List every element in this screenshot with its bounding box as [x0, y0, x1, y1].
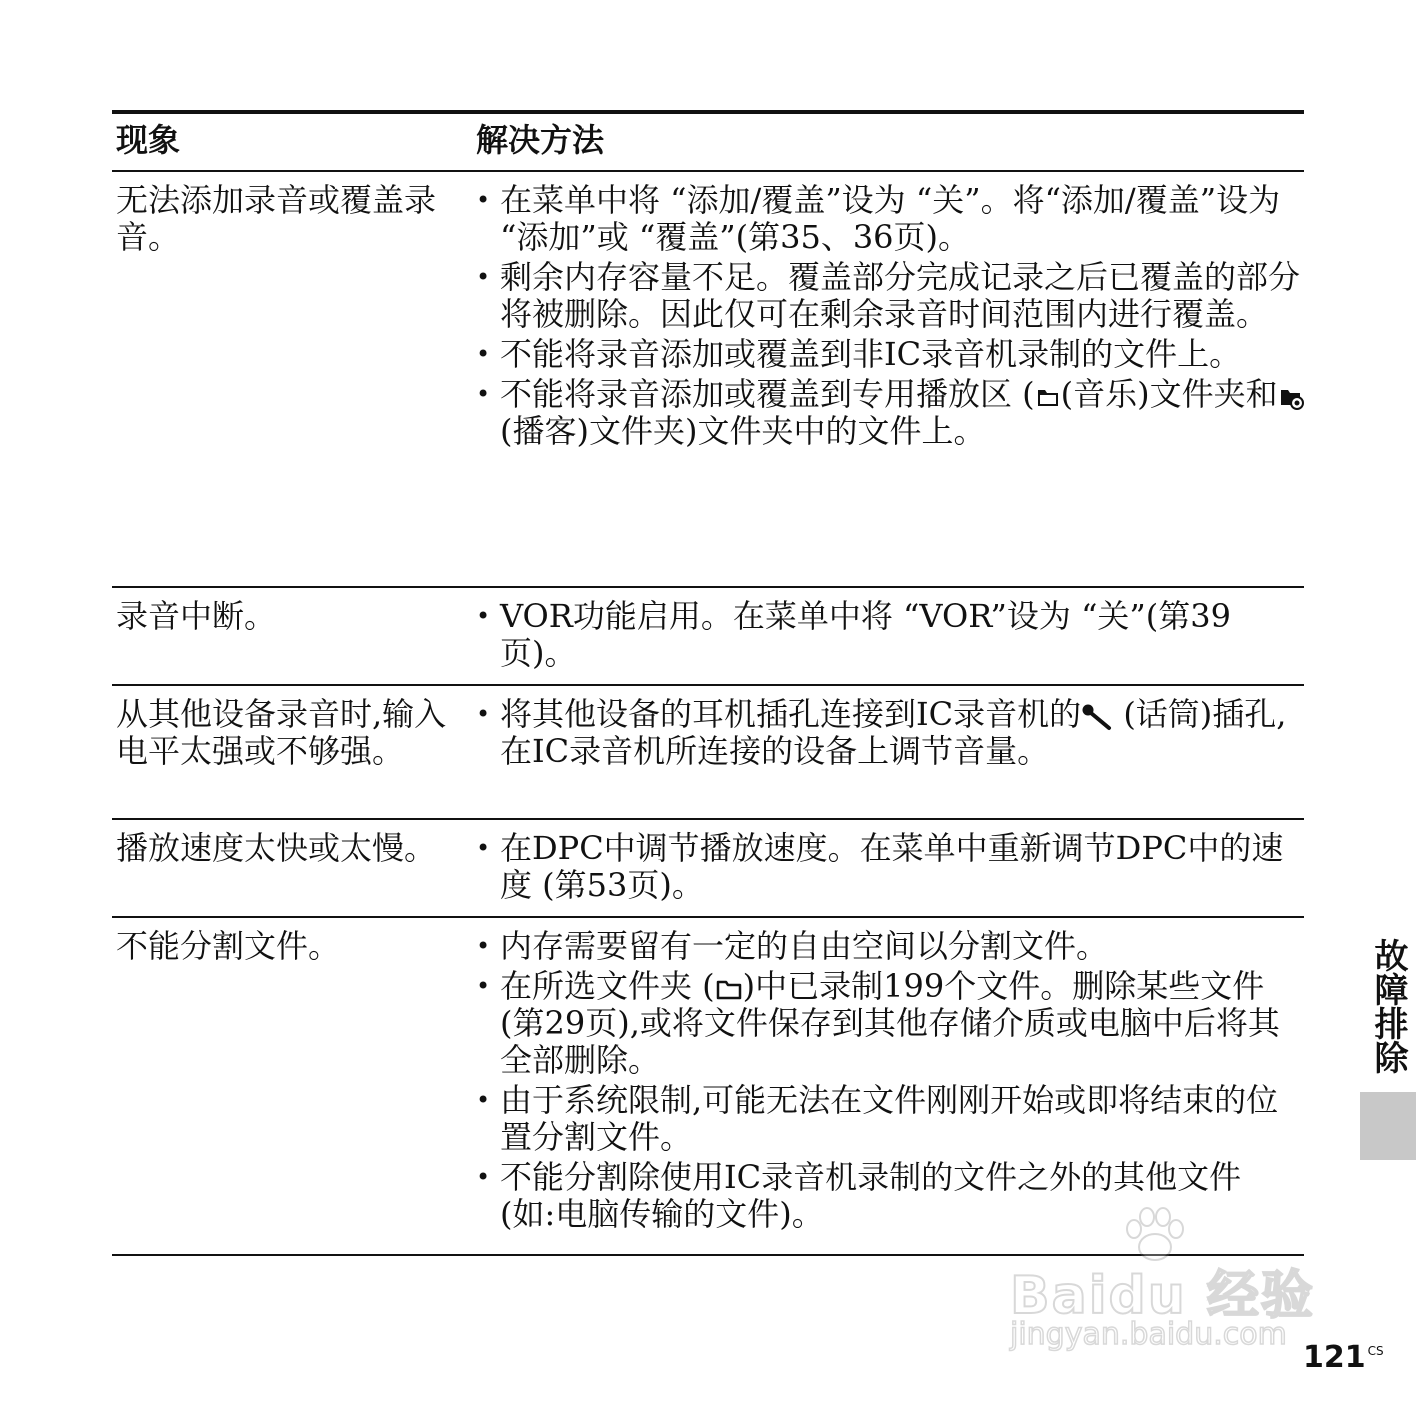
solution-list	[476, 696, 1306, 773]
solution-list	[476, 182, 1306, 453]
symptom-text: 录音中断。	[116, 597, 277, 635]
bullet: •	[476, 1163, 491, 1191]
bullet: •	[476, 602, 491, 630]
bullet: •	[476, 1086, 491, 1114]
symptom-text: 无法添加录音或覆盖录音。	[116, 181, 437, 256]
solution-item	[476, 1082, 1306, 1156]
bullet: •	[476, 186, 491, 214]
solution-list	[476, 830, 1306, 907]
solution-list	[476, 928, 1306, 1236]
solution-text: VOR功能启用。在菜单中将 “VOR”设为 “关”(第39页)。	[500, 597, 1231, 672]
solution-text-c: (播客)文件夹)文件夹中的文件上。	[500, 412, 986, 450]
solution-item	[476, 968, 1306, 1079]
folder-icon	[715, 976, 743, 1002]
solution-item	[476, 182, 1306, 256]
solution-item	[476, 598, 1306, 672]
solution-text: 由于系统限制,可能无法在文件刚刚开始或即将结束的位置分割文件。	[500, 1081, 1279, 1156]
table-row	[112, 918, 1304, 1254]
table-row	[112, 686, 1304, 818]
watermark	[1000, 1215, 1330, 1365]
symptom-text: 从其他设备录音时,输入电平太强或不够强。	[116, 695, 447, 770]
section-side-marker	[1360, 1092, 1416, 1160]
bullet: •	[476, 340, 491, 368]
table-row	[112, 820, 1304, 916]
solution-text-b: (音乐)文件夹和	[1060, 375, 1278, 413]
bullet: •	[476, 834, 491, 862]
section-side-tab-label: 故障排除	[1368, 938, 1408, 1074]
watermark-url: jingyan.baidu.com	[1010, 1317, 1287, 1352]
page-number-suffix: CS	[1367, 1344, 1384, 1358]
page-number-value: 121	[1303, 1340, 1366, 1375]
podcast-folder-icon	[1278, 383, 1306, 411]
bullet: •	[476, 700, 491, 728]
symptom-text: 播放速度太快或太慢。	[116, 829, 437, 867]
bullet: •	[476, 380, 491, 408]
microphone-icon	[1081, 703, 1113, 731]
bullet: •	[476, 972, 491, 1000]
table-row	[112, 588, 1304, 684]
solution-item	[476, 928, 1306, 965]
bullet: •	[476, 932, 491, 960]
bullet: •	[476, 263, 491, 291]
header-symptom: 现象	[116, 121, 181, 159]
section-side-tab	[1360, 938, 1416, 1088]
solution-text-a: 在所选文件夹 (	[500, 967, 715, 1005]
table-top-rule	[112, 110, 1304, 114]
solution-item	[476, 696, 1306, 770]
solution-text: 不能分割除使用IC录音机录制的文件之外的其他文件 (如:电脑传输的文件)。	[500, 1158, 1242, 1233]
page-number	[1303, 1340, 1384, 1375]
solution-text-b: (话筒)插孔,在IC录音机所连接的设备上调节音量。	[500, 695, 1287, 770]
solution-text: 剩余内存容量不足。覆盖部分完成记录之后已覆盖的部分将被删除。因此仅可在剩余录音时间范围内进行覆盖。	[500, 258, 1301, 333]
symptom-text: 不能分割文件。	[116, 927, 341, 965]
solution-item	[476, 336, 1306, 373]
table-header	[112, 118, 1304, 170]
solution-item	[476, 376, 1306, 450]
solution-text: 内存需要留有一定的自由空间以分割文件。	[500, 927, 1109, 965]
watermark-brand: Baidu 经验	[1010, 1266, 1315, 1326]
solution-text: 在DPC中调节播放速度。在菜单中重新调节DPC中的速度 (第53页)。	[500, 829, 1284, 904]
header-solution: 解决方法	[476, 121, 605, 159]
solution-text: 在菜单中将 “添加/覆盖”设为 “关”。将“添加/覆盖”设为 “添加”或 “覆盖”(第35、36页)。	[500, 181, 1281, 256]
solution-text-a: 将其他设备的耳机插孔连接到IC录音机的	[500, 695, 1082, 733]
solution-text-b: )中已录制199个文件。删除某些文件 (第29页),或将文件保存到其他存储介质或电脑中后将其全部删除。	[500, 967, 1280, 1079]
solution-item	[476, 830, 1306, 904]
solution-text-a: 不能将录音添加或覆盖到专用播放区 (	[500, 375, 1035, 413]
solution-text: 不能将录音添加或覆盖到非IC录音机录制的文件上。	[500, 335, 1242, 373]
music-folder-icon	[1035, 384, 1061, 410]
table-row	[112, 172, 1304, 586]
solution-item	[476, 259, 1306, 333]
solution-list	[476, 598, 1306, 675]
